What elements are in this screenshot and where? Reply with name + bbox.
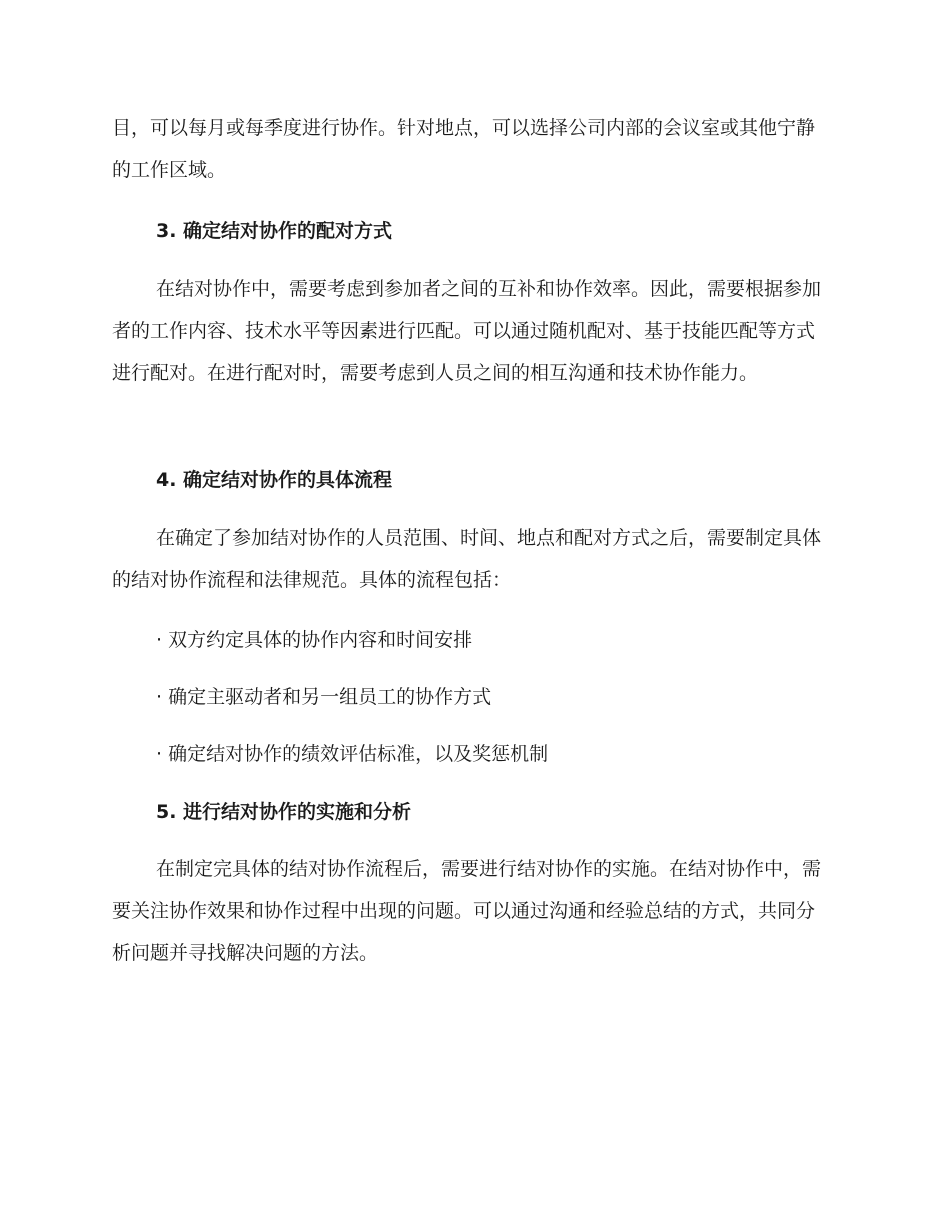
- bullet-item: · 确定结对协作的绩效评估标准，以及奖惩机制: [156, 743, 549, 765]
- paragraph-pairing-method: 在结对协作中，需要考虑到参加者之间的互补和协作效率。因此，需要根据参加者的工作内容、技术水平等因素进行匹配。可以通过随机配对、基于技能匹配等方式进行配对。在进行配对时，需要考虑到人员之间的相互沟通和技术协作能力。: [112, 278, 822, 384]
- bullet-item: · 确定主驱动者和另一组员工的协作方式: [156, 686, 492, 708]
- bullet-item: · 双方约定具体的协作内容和时间安排: [156, 629, 473, 651]
- paragraph-implementation: 在制定完具体的结对协作流程后，需要进行结对协作的实施。在结对协作中，需要关注协作效果和协作过程中出现的问题。可以通过沟通和经验总结的方式，共同分析问题并寻找解决问题的方法。: [112, 858, 822, 964]
- paragraph-continuation: 目，可以每月或每季度进行协作。针对地点，可以选择公司内部的会议室或其他宁静的工作区域。: [112, 117, 816, 181]
- section-heading-3: 3. 确定结对协作的配对方式: [156, 220, 393, 242]
- section-heading-4: 4. 确定结对协作的具体流程: [156, 469, 393, 491]
- section-heading-5: 5. 进行结对协作的实施和分析: [156, 801, 412, 823]
- paragraph-process: 在确定了参加结对协作的人员范围、时间、地点和配对方式之后，需要制定具体的结对协作流程和法律规范。具体的流程包括：: [112, 527, 822, 591]
